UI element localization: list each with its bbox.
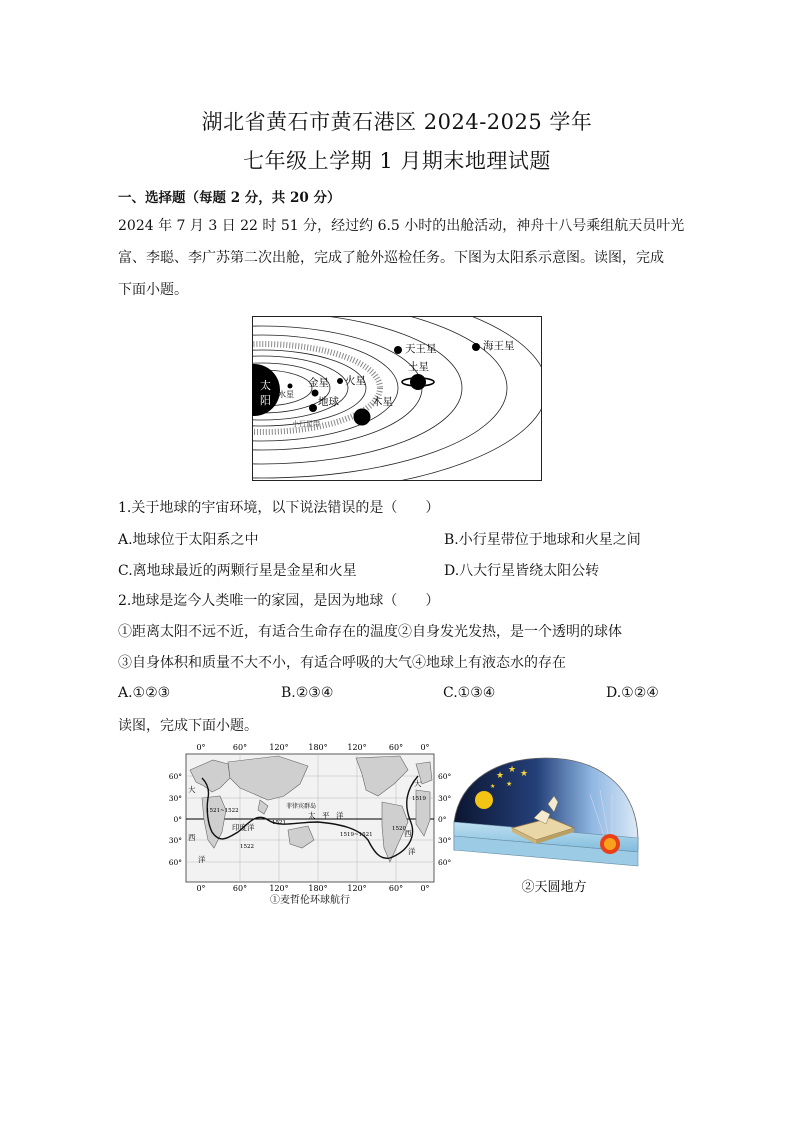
jupiter-label: 木星 (372, 396, 393, 408)
q1-option-a: A.地球位于太阳系之中 (118, 532, 259, 548)
venus-label: 金星 (308, 377, 329, 389)
magellan-voyage-map (168, 740, 458, 908)
map-caption: ①麦哲伦环球航行 (270, 895, 350, 906)
philippines-label: 菲律宾群岛 (286, 803, 317, 810)
sun-label-2: 阳 (260, 394, 271, 407)
q2-option-a: A.①②③ (118, 685, 171, 701)
q1-option-b: B.小行星带位于地球和火星之间 (444, 532, 641, 548)
sun-label-1: 太 (260, 379, 271, 392)
year-1520: 1520 (392, 826, 406, 832)
atlantic-right-3: 洋 (408, 847, 416, 856)
map-right-tick: 0° (438, 815, 447, 824)
map-top-tick: 60° (388, 743, 404, 752)
map-top-tick: 60° (232, 743, 248, 752)
atlantic-left-1: 大 (188, 785, 196, 794)
map-left-tick: 0° (173, 815, 182, 824)
map-left-tick: 60° (168, 772, 182, 781)
dome-heaven-earth-figure (450, 754, 646, 899)
map-top-tick: 180° (308, 743, 328, 752)
map-left-tick: 60° (168, 858, 182, 867)
year-range-label: 1519~1521 (340, 832, 373, 838)
pacific-label-3: 洋 (336, 811, 344, 820)
map-top-tick: 0° (196, 743, 206, 752)
year-range-label-2: 1521~1522 (206, 808, 239, 814)
map-bottom-tick: 180° (308, 884, 328, 893)
atlantic-right-1: 大 (414, 779, 422, 788)
svg-text:★: ★ (520, 769, 529, 779)
map-bottom-tick: 0° (196, 884, 206, 893)
svg-text:★: ★ (506, 780, 513, 788)
q2-statement-line-1: ①距离太阳不远不近，有适合生命存在的温度②自身发光发热，是一个透明的球体 (118, 624, 622, 640)
map-right-tick: 30° (438, 794, 452, 803)
asteroid-belt-label: 小行星带 (292, 420, 320, 428)
svg-text:★: ★ (490, 783, 496, 790)
pacific-label-1: 太 (308, 811, 316, 820)
map-top-tick: 120° (269, 743, 289, 752)
neptune-label: 海王星 (483, 340, 515, 352)
saturn-label: 土星 (408, 361, 429, 373)
q2-stem: 2.地球是迄今人类唯一的家园，是因为地球（ ） (118, 593, 440, 609)
q1-stem: 1.关于地球的宇宙环境，以下说法错误的是（ ） (118, 500, 440, 516)
indian-ocean-label: 印度洋 (232, 823, 255, 832)
earth-label: 地球 (318, 396, 339, 408)
pacific-label-2: 平 (322, 811, 330, 820)
uranus-label: 天王星 (405, 343, 437, 355)
map-right-tick: 60° (438, 772, 452, 781)
map-bottom-tick: 60° (232, 884, 248, 893)
section-heading: 一、选择题（每题 2 分，共 20 分） (118, 190, 341, 206)
atlantic-right-2: 西 (404, 829, 412, 838)
intro-line-1: 2024 年 7 月 3 日 22 时 51 分，经过约 6.5 小时的出舱活动，神舟十八号乘组航天员叶光 (118, 218, 685, 234)
map-top-tick: 120° (347, 743, 367, 752)
solar-system-figure (252, 316, 542, 481)
intro-line-2: 富、李聪、李广苏第二次出舱，完成了舱外巡检任务。下图为太阳系示意图。读图，完成 (118, 250, 664, 266)
atlantic-left-3: 洋 (198, 855, 206, 864)
map-bottom-tick: 0° (420, 884, 430, 893)
year-1519: 1519 (412, 796, 426, 802)
map-right-tick: 60° (438, 858, 452, 867)
intro-line-3: 下面小题。 (118, 282, 188, 298)
read-figure-instruction: 读图，完成下面小题。 (118, 718, 258, 734)
svg-text:★: ★ (508, 765, 517, 775)
map-top-tick: 0° (420, 743, 430, 752)
map-left-tick: 30° (168, 836, 182, 845)
map-left-tick: 30° (168, 794, 182, 803)
q1-option-c: C.离地球最近的两颗行星是金星和火星 (118, 563, 357, 579)
q2-statement-line-2: ③自身体积和质量不大不小，有适合呼吸的大气④地球上有液态水的存在 (118, 655, 566, 671)
svg-text:★: ★ (496, 771, 505, 781)
dome-caption: ②天圆地方 (521, 880, 587, 895)
q2-option-c: C.①③④ (443, 685, 496, 701)
exam-title-line-2: 七年级上学期 1 月期末地理试题 (243, 149, 551, 173)
mercury-label: 水星 (278, 390, 294, 399)
q1-option-d: D.八大行星皆绕太阳公转 (444, 563, 600, 579)
exam-title-line-1: 湖北省黄石市黄石港区 2024-2025 学年 (201, 110, 593, 134)
q2-option-d: D.①②④ (606, 685, 659, 701)
q2-option-b: B.②③④ (281, 685, 334, 701)
map-bottom-tick: 120° (347, 884, 367, 893)
mars-label: 火星 (345, 375, 366, 387)
year-1521: 1521 (272, 820, 286, 826)
year-1522: 1522 (240, 844, 254, 850)
atlantic-left-2: 西 (188, 833, 196, 842)
map-bottom-tick: 60° (388, 884, 404, 893)
map-right-tick: 30° (438, 836, 452, 845)
map-bottom-tick: 120° (269, 884, 289, 893)
